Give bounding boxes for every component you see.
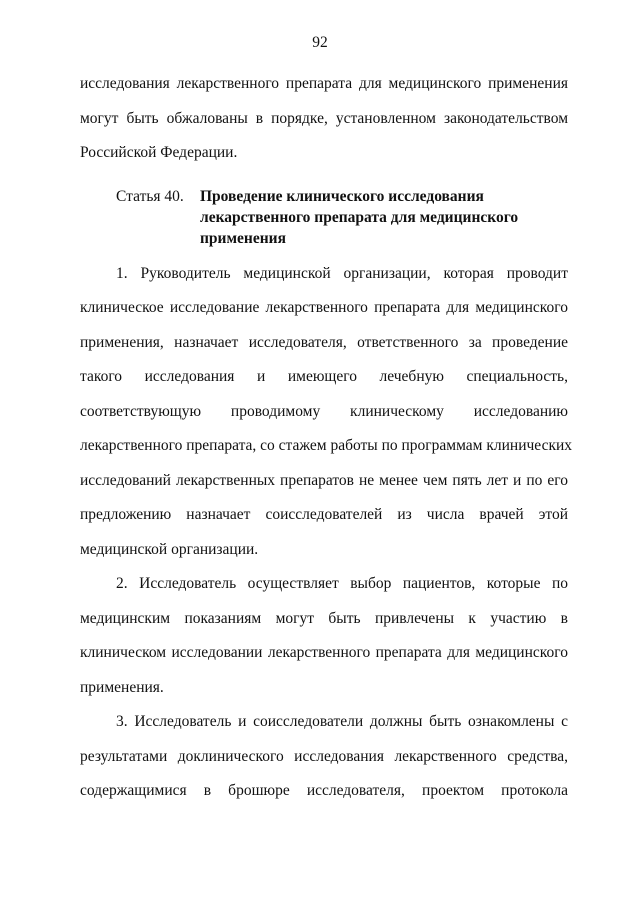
- paragraph-3-line-1: 3. Исследователь и соисследователи должны быть ознакомлены с: [116, 713, 568, 730]
- paragraph-1-line-3: применения, назначает исследователя, ответственного за проведение: [80, 333, 568, 351]
- paragraph-2-line-1: 2. Исследователь осуществляет выбор пациентов, которые по: [116, 575, 568, 592]
- paragraph-2-line-2: медицинским показаниям могут быть привлечены к участию в: [80, 609, 568, 627]
- paragraph-1-line-4: такого исследования и имеющего лечебную специальность,: [80, 368, 568, 385]
- paragraph-3-line-3: содержащимися в брошюре исследователя, проектом протокола: [80, 782, 568, 799]
- intro-line-2: могут быть обжалованы в порядке, установленном законодательством: [80, 109, 568, 127]
- paragraph-1-line-2: клиническое исследование лекарственного препарата для медицинского: [80, 299, 568, 316]
- paragraph-2: [80, 572, 568, 710]
- paragraph-2-line-4: применения.: [80, 678, 164, 696]
- intro-line-3: Российской Федерации.: [80, 144, 238, 161]
- intro-line-1: исследования лекарственного препарата для медицинского применения: [80, 75, 568, 92]
- article-title-line-2: лекарственного препарата для медицинского: [200, 208, 519, 226]
- paragraph-3: [80, 710, 568, 814]
- article-heading: [116, 186, 568, 262]
- document-body: [80, 72, 573, 814]
- paragraph-1-line-1: 1. Руководитель медицинской организации, которая проводит: [116, 264, 568, 282]
- paragraph-1: [80, 262, 573, 573]
- intro-paragraph: [80, 72, 568, 176]
- paragraph-1-line-6: лекарственного препарата, со стажем работы по программам клинических: [80, 437, 573, 454]
- paragraph-1-line-8: предложению назначает соисследователей из числа врачей этой: [80, 506, 568, 523]
- paragraph-1-line-7: исследований лекарственных препаратов не менее чем пять лет и по его: [80, 471, 568, 489]
- paragraph-1-line-5: соответствующую проводимому клиническому исследованию: [80, 402, 568, 420]
- paragraph-2-line-3: клиническом исследовании лекарственного препарата для медицинского: [80, 644, 568, 661]
- paragraph-3-line-2: результатами доклинического исследования лекарственного средства,: [80, 747, 568, 765]
- article-title: [200, 186, 580, 249]
- article-title-line-3: применения: [200, 229, 286, 247]
- article-title-line-1: Проведение клинического исследования: [200, 187, 484, 205]
- article-number: Статья 40.: [116, 187, 184, 205]
- page-number: 92: [312, 34, 328, 51]
- paragraph-1-line-9: медицинской организации.: [80, 540, 259, 558]
